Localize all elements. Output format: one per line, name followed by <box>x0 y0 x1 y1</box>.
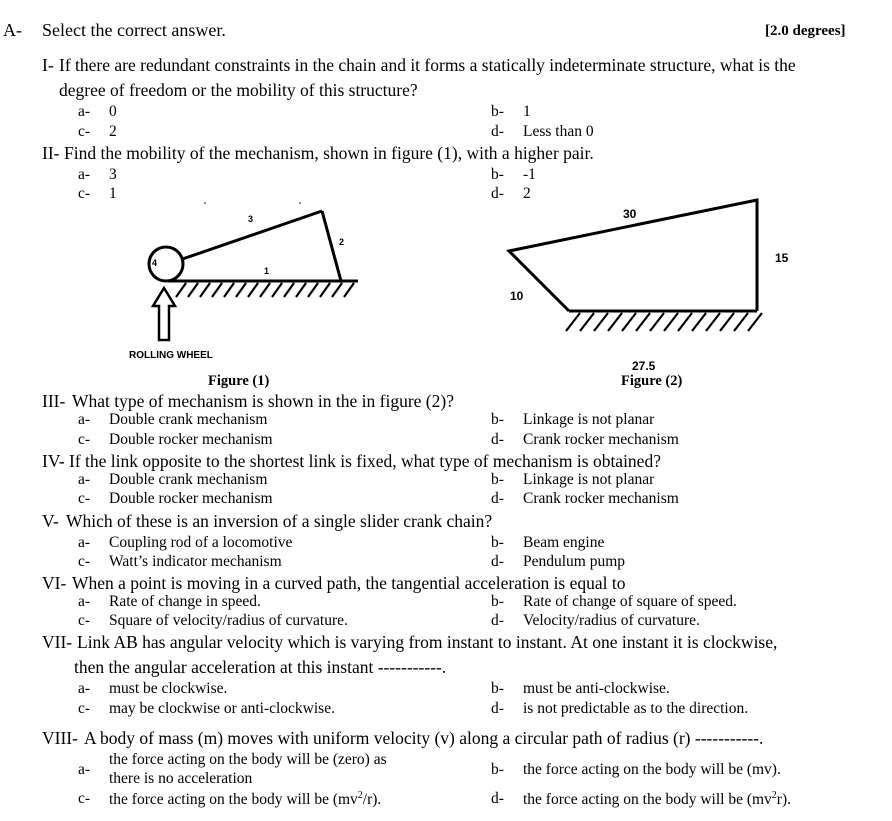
option-letter: b- <box>491 761 504 778</box>
option-text: 1 <box>523 103 531 120</box>
option-letter: b- <box>491 103 504 120</box>
option-text: Crank rocker mechanism <box>523 431 679 448</box>
option-letter: c- <box>78 123 91 140</box>
question-number: II- <box>42 143 60 163</box>
option-text: is not predictable as to the direction. <box>523 700 749 717</box>
option-text: Double crank mechanism <box>109 471 268 488</box>
option-text: Linkage is not planar <box>523 471 655 488</box>
question-number: VI- <box>42 573 67 593</box>
option-letter: c- <box>78 490 91 507</box>
figure1-caption: Figure (1) <box>208 373 270 389</box>
option-letter: d- <box>491 123 504 140</box>
question-text: When a point is moving in a curved path, the tangential acceleration is equal to <box>72 573 626 593</box>
option-text: Rate of change in speed. <box>109 593 261 610</box>
figure1-link-label-2: 2 <box>339 237 345 247</box>
rolling-wheel-label: ROLLING WHEEL <box>129 350 213 361</box>
option-letter: b- <box>491 411 504 428</box>
question-text: A body of mass (m) moves with uniform velocity (v) along a circular path of radius (r) -----------. <box>84 728 764 748</box>
question-text: What type of mechanism is shown in the in figure (2)? <box>72 391 454 411</box>
option-letter: d- <box>491 700 504 717</box>
question-text-cont: then the angular acceleration at this instant -----------. <box>74 657 447 677</box>
figure2-length-15: 15 <box>775 251 789 265</box>
option-text: 2 <box>109 123 117 140</box>
option-text: the force acting on the body will be $(mv^2/r)$. <box>109 790 382 809</box>
option-letter: d- <box>491 790 504 807</box>
option-letter: a- <box>78 471 91 488</box>
option-letter: b- <box>491 593 504 610</box>
question-number: VIII- <box>42 728 78 748</box>
question-text: If there are redundant constraints in the chain and it forms a statically indeterminate structure, what is the <box>59 55 796 75</box>
figure1-link-label-1: 1 <box>264 266 270 276</box>
option-letter: b- <box>491 471 504 488</box>
option-letter: d- <box>491 185 504 202</box>
question-number: IV- <box>42 451 65 471</box>
option-text: Velocity/radius of curvature. <box>523 612 700 629</box>
option-letter: d- <box>491 612 504 629</box>
option-text: Beam engine <box>523 534 605 551</box>
option-letter: d- <box>491 553 504 570</box>
option-text: must be clockwise. <box>109 680 228 697</box>
option-letter: a- <box>78 166 91 183</box>
option-text: Rate of change of square of speed. <box>523 593 737 610</box>
option-letter: a- <box>78 680 91 697</box>
option-letter: c- <box>78 553 91 570</box>
figure1-link-label-4: 4 <box>152 258 158 268</box>
option-text: -1 <box>523 166 536 183</box>
option-text: Pendulum pump <box>523 553 626 570</box>
figure2-caption: Figure (2) <box>621 373 683 389</box>
option-text: Less than 0 <box>523 123 594 140</box>
question-text: If the link opposite to the shortest link is fixed, what type of mechanism is obtained? <box>69 451 661 471</box>
question-number: III- <box>42 391 66 411</box>
option-letter: c- <box>78 612 91 629</box>
option-text: may be clockwise or anti-clockwise. <box>109 700 335 717</box>
option-text: 2 <box>523 185 531 202</box>
option-text: Watt’s indicator mechanism <box>109 553 282 570</box>
question-text: Which of these is an inversion of a single slider crank chain? <box>66 511 493 531</box>
option-letter: c- <box>78 700 91 717</box>
option-text: Linkage is not planar <box>523 411 655 428</box>
ground-hatching <box>566 313 762 331</box>
section-title: Select the correct answer. <box>42 20 226 40</box>
section-label: A- <box>3 20 22 40</box>
figure2-length-27-5: 27.5 <box>632 359 656 373</box>
option-letter: c- <box>78 790 91 807</box>
option-text: 3 <box>109 166 117 183</box>
question-number: I- <box>42 55 54 75</box>
option-text: Crank rocker mechanism <box>523 490 679 507</box>
option-letter: b- <box>491 680 504 697</box>
figure1-link-label-3: 3 <box>248 214 254 224</box>
option-letter: c- <box>78 185 91 202</box>
question-text: Find the mobility of the mechanism, shown in figure (1), with a higher pair. <box>64 143 594 163</box>
option-text: Coupling rod of a locomotive <box>109 534 293 551</box>
option-text: Square of velocity/radius of curvature. <box>109 612 348 629</box>
figure2-length-30: 30 <box>623 207 637 221</box>
points-label: [2.0 degrees] <box>765 23 846 39</box>
option-letter: c- <box>78 431 91 448</box>
question-number: VII- <box>42 632 73 652</box>
option-text: 0 <box>109 103 117 120</box>
option-letter: a- <box>78 593 91 610</box>
question-number: V- <box>42 511 59 531</box>
option-letter: d- <box>491 490 504 507</box>
option-text: must be anti-clockwise. <box>523 680 670 697</box>
option-text: the force acting on the body will be (mv). <box>523 761 781 778</box>
figure2-length-10: 10 <box>510 289 524 303</box>
question-text: Link AB has angular velocity which is varying from instant to instant. At one instant it is clockwise, <box>77 632 778 652</box>
option-text-cont: there is no acceleration <box>109 770 253 787</box>
option-letter: a- <box>78 411 91 428</box>
option-text: the force acting on the body will be $(mv^2r)$. <box>523 790 791 809</box>
option-letter: a- <box>78 761 91 778</box>
option-text: Double crank mechanism <box>109 411 268 428</box>
option-text: Double rocker mechanism <box>109 490 273 507</box>
option-letter: a- <box>78 103 91 120</box>
question-text-cont: degree of freedom or the mobility of this structure? <box>59 80 418 100</box>
option-letter: d- <box>491 431 504 448</box>
option-letter: b- <box>491 534 504 551</box>
option-text: Double rocker mechanism <box>109 431 273 448</box>
option-letter: b- <box>491 166 504 183</box>
option-text: the force acting on the body will be (zero) as <box>109 751 387 768</box>
option-letter: a- <box>78 534 91 551</box>
option-text: 1 <box>109 185 117 202</box>
